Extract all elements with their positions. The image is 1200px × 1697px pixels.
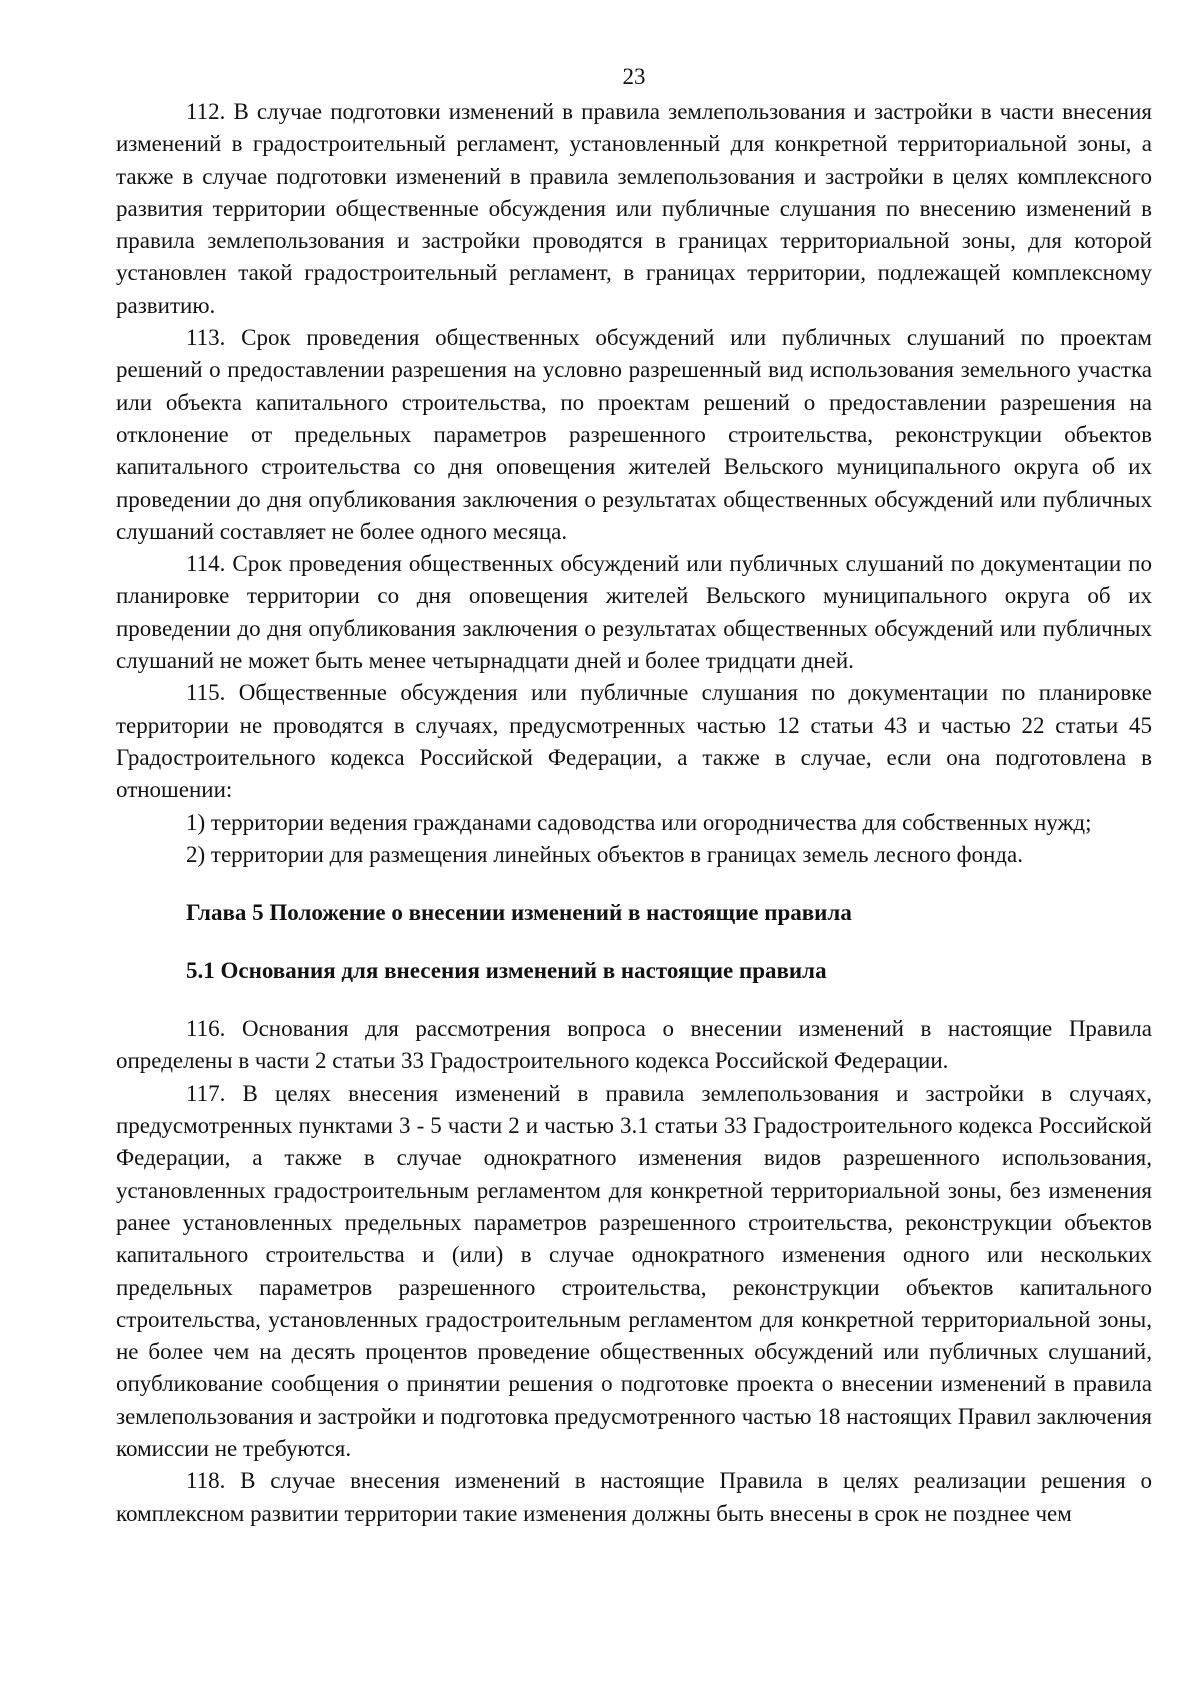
paragraph-113: 113. Срок проведения общественных обсуждений или публичных слушаний по проектам решений о предоставлении разрешения на условно разрешенный вид использования земельного участка или объекта капитального строительства, по проектам решений о предоставлении разрешения на отклонение от предельных параметров разрешенного строительства, реконструкции объектов капитального строительства со дня оповещения жителей Вельского муниципального округа об их проведении до дня опубликования заключения о результатах общественных обсуждений или публичных слушаний составляет не более одного месяца. bbox=[116, 325, 1152, 544]
paragraph-116: 116. Основания для рассмотрения вопроса о внесении изменений в настоящие Правила определены в части 2 статьи 33 Градостроительного кодекса Российской Федерации. bbox=[116, 1016, 1152, 1074]
paragraph-117: 117. В целях внесения изменений в правила землепользования и застройки в случаях, предусмотренных пунктами 3 - 5 части 2 и частью 3.1 статьи 33 Градостроительного кодекса Российской Федерации, а также в случае однократного изменения видов разрешенного использования, установленных градостроительным регламентом для конкретной территориальной зоны, без изменения ранее установленных предельных параметров разрешенного строительства, реконструкции объектов капитального строительства и (или) в случае однократного изменения одного или нескольких предельных параметров разрешенного строительства, реконструкции объектов капитального строительства, установленных градостроительным регламентом для конкретной территориальной зоны, не более чем на десять процентов проведение общественных обсуждений или публичных слушаний, опубликование сообщения о принятии решения о подготовке проекта о внесении изменений в правила землепользования и застройки и подготовка предусмотренного частью 18 настоящих Правил заключения комиссии не требуются. bbox=[116, 1080, 1152, 1461]
paragraph-114: 114. Срок проведения общественных обсуждений или публичных слушаний по документации по планировке территории со дня оповещения жителей Вельского муниципального округа об их проведении до дня опубликования заключения о результатах общественных обсуждений или публичных слушаний не может быть менее четырнадцати дней и более тридцати дней. bbox=[116, 551, 1152, 674]
list-item-1: 1) территории ведения гражданами садоводства или огородничества для собственных нужд; bbox=[186, 809, 1092, 835]
list-item-2: 2) территории для размещения линейных объектов в границах земель лесного фонда. bbox=[186, 841, 1023, 867]
paragraph-115: 115. Общественные обсуждения или публичные слушания по документации по планировке территории не проводятся в случаях, предусмотренных частью 12 статьи 43 и частью 22 статьи 45 Градостроительного кодекса Российской Федерации, а также в случае, если она подготовлена в отношении: bbox=[116, 680, 1152, 803]
paragraph-118: 118. В случае внесения изменений в настоящие Правила в целях реализации решения о комплексном развитии территории такие изменения должны быть внесены в срок не позднее чем bbox=[116, 1468, 1152, 1526]
chapter-heading: Глава 5 Положение о внесении изменений в настоящие правила bbox=[186, 900, 852, 926]
document-page bbox=[116, 62, 1152, 1530]
paragraph-112: 112. В случае подготовки изменений в правила землепользования и застройки в части внесения изменений в градостроительный регламент, установленный для конкретной территориальной зоны, а также в случае подготовки изменений в правила землепользования и застройки в целях комплексного развития территории общественные обсуждения или публичные слушания по внесению изменений в правила землепользования и застройки проводятся в границах территориальной зоны, для которой установлен такой градостроительный регламент, в границах территории, подлежащей комплексному развитию. bbox=[116, 99, 1152, 318]
section-heading: 5.1 Основания для внесения изменений в настоящие правила bbox=[186, 958, 827, 984]
page-number: 23 bbox=[622, 64, 646, 89]
